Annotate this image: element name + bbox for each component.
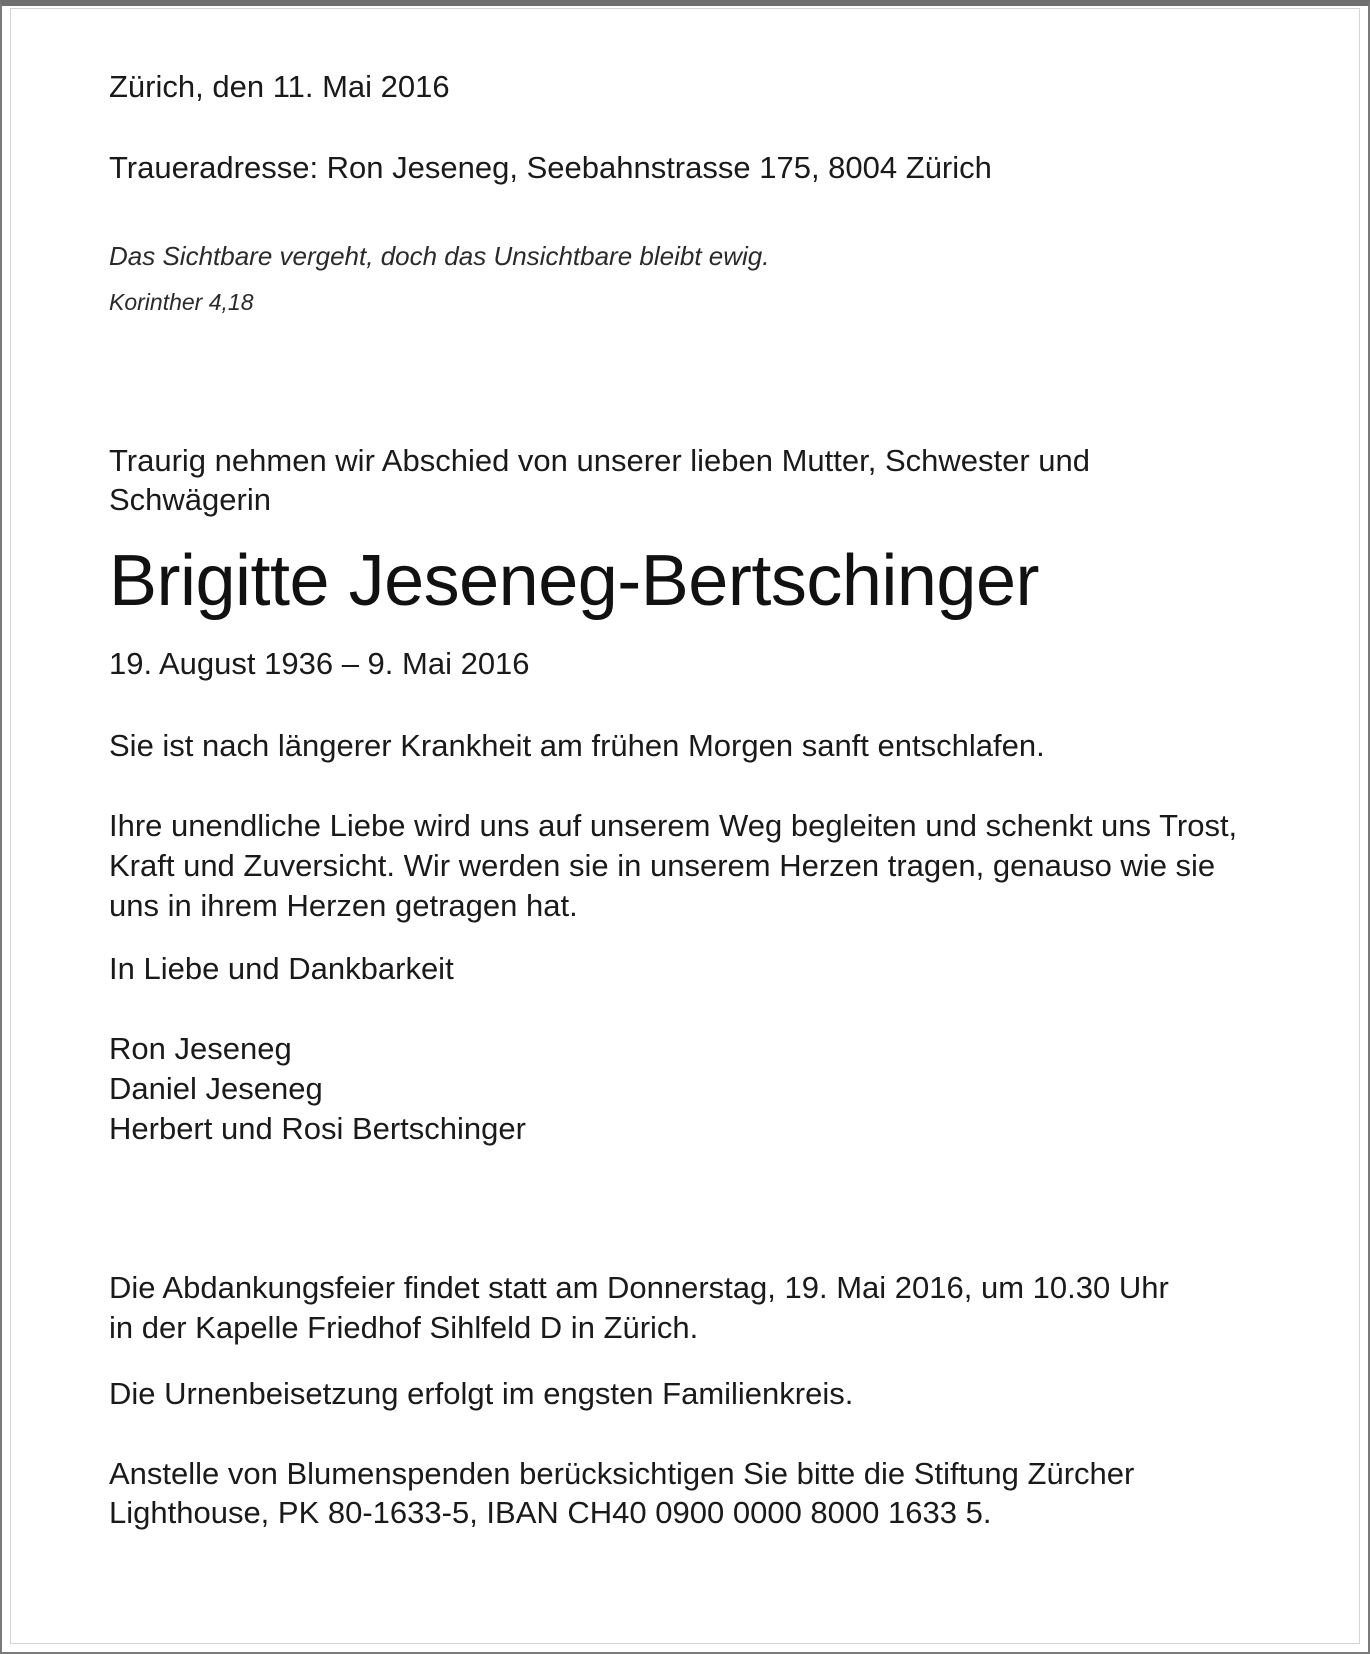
life-dates: 19. August 1936 – 9. Mai 2016	[109, 646, 530, 681]
mourner-1: Ron Jeseneg	[109, 1031, 292, 1066]
intro-line-1: Traurig nehmen wir Abschied von unserer lieben Mutter, Schwester und	[109, 443, 1091, 478]
passing-text: Sie ist nach längerer Krankheit am frühen Morgen sanft entschlafen.	[109, 728, 1045, 763]
place-date: Zürich, den 11. Mai 2016	[109, 69, 450, 104]
tribute-line-3: uns in ihrem Herzen getragen hat.	[109, 888, 578, 923]
closing-text: In Liebe und Dankbarkeit	[109, 951, 454, 986]
donation-line-2: Lighthouse, PK 80-1633-5, IBAN CH40 0900 0000 8000 1633 5.	[109, 1495, 992, 1530]
mourner-3: Herbert und Rosi Bertschinger	[109, 1111, 526, 1146]
motto-source: Korinther 4,18	[109, 289, 254, 315]
tribute-line-1: Ihre unendliche Liebe wird uns auf unserem Weg begleiten und schenkt uns Trost,	[109, 808, 1238, 843]
burial-text: Die Urnenbeisetzung erfolgt im engsten Familienkreis.	[109, 1376, 854, 1411]
tribute-line-2: Kraft und Zuversicht. Wir werden sie in unserem Herzen tragen, genauso wie sie	[109, 848, 1216, 883]
mourning-address: Traueradresse: Ron Jeseneg, Seebahnstrasse 175, 8004 Zürich	[109, 150, 992, 185]
donation-line-1: Anstelle von Blumenspenden berücksichtigen Sie bitte die Stiftung Zürcher	[109, 1456, 1135, 1491]
motto-quote: Das Sichtbare vergeht, doch das Unsichtbare bleibt ewig.	[109, 241, 770, 271]
ceremony-line-1: Die Abdankungsfeier findet statt am Donnerstag, 19. Mai 2016, um 10.30 Uhr	[109, 1270, 1169, 1305]
ceremony-line-2: in der Kapelle Friedhof Sihlfeld D in Zürich.	[109, 1310, 699, 1345]
mourner-2: Daniel Jeseneg	[109, 1071, 323, 1106]
deceased-name: Brigitte Jeseneg-Bertschinger	[109, 541, 1039, 621]
intro-line-2: Schwägerin	[109, 482, 271, 517]
